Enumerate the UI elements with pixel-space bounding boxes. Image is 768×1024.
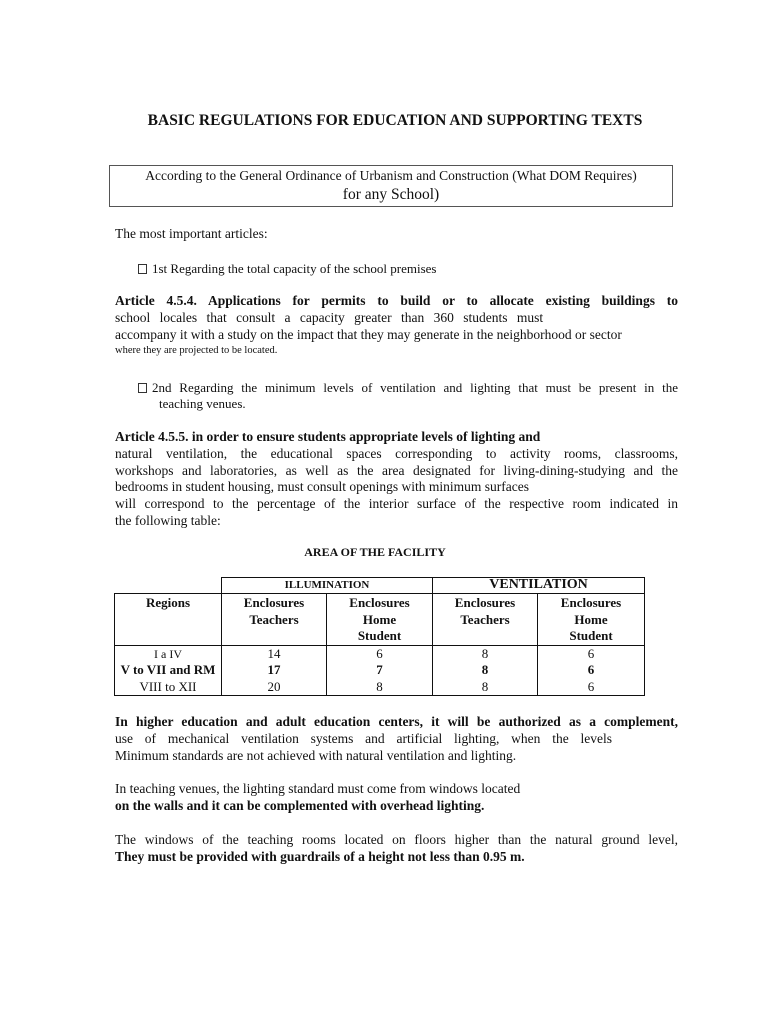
ven-teachers-column <box>433 646 538 696</box>
checkbox-bullet-icon <box>138 383 147 393</box>
table-cell: 8 <box>481 678 489 694</box>
region-column <box>115 646 222 696</box>
article-4-5-4-heading: Article 4.5.4. Applications for permits to build or to allocate existing buildings to <box>115 293 678 308</box>
ordinance-box-line1: According to the General Ordinance of Urbanism and Construction (What DOM Requires) <box>145 168 637 183</box>
bullet-item-2-line2: teaching venues. <box>159 396 246 411</box>
table-cell: 20 <box>267 678 281 694</box>
bullet-item-2 <box>138 380 678 412</box>
higher-education-line: In higher education and adult education centers, it will be authorized as a complement, <box>115 714 678 729</box>
table-cell: 14 <box>267 646 281 661</box>
header-ven-home-student: Enclosures Home Student <box>538 594 645 646</box>
lighting-line: In teaching venues, the lighting standard must come from windows located <box>115 781 521 796</box>
table-cell: VIII to XII <box>139 678 197 694</box>
article-4-5-4-line: school locales that consult a capacity greater than 360 students must <box>115 309 544 325</box>
table-cell: V to VII and RM <box>120 662 216 678</box>
ill-teachers-column <box>222 646 327 696</box>
bullet-item-1 <box>138 261 678 277</box>
checkbox-bullet-icon <box>138 264 147 274</box>
ven-home-column <box>538 646 645 696</box>
article-4-5-4-line: where they are projected to be located. <box>115 345 278 357</box>
header-illumination: ILLUMINATION <box>222 578 433 594</box>
bullet-item-1-text: 1st Regarding the total capacity of the school premises <box>152 261 437 276</box>
article-4-5-5-line: bedrooms in student housing, must consult openings with minimum surfaces <box>115 479 529 495</box>
table-cell: 6 <box>587 662 595 678</box>
table-cell: 8 <box>481 662 489 678</box>
article-4-5-5-heading: Article 4.5.5. in order to ensure students appropriate levels of lighting and <box>115 429 541 444</box>
table-cell: 17 <box>267 662 281 678</box>
article-4-5-5 <box>115 429 678 530</box>
table-corner-cell <box>115 578 222 594</box>
table-cell: 6 <box>587 646 595 661</box>
table-cell: 6 <box>587 678 595 694</box>
ill-home-column <box>327 646 433 696</box>
lighting-line: on the walls and it can be complemented with overhead lighting. <box>115 797 485 813</box>
table-cell: 8 <box>481 646 489 661</box>
table-cell: 8 <box>376 678 383 694</box>
windows-line: They must be provided with guardrails of a height not less than 0.95 m. <box>115 848 525 864</box>
higher-education-line: Minimum standards are not achieved with natural ventilation and lighting. <box>115 747 517 763</box>
table-cell: 7 <box>376 662 383 678</box>
lighting-paragraph <box>115 781 678 815</box>
table-cell: I a IV <box>154 647 182 661</box>
article-4-5-5-line: the following table: <box>115 512 221 528</box>
article-4-5-5-line: natural ventilation, the educational spaces corresponding to activity rooms, classrooms, <box>115 445 678 461</box>
article-4-5-4 <box>115 293 678 360</box>
header-regions: Regions <box>115 594 222 646</box>
document-title: BASIC REGULATIONS FOR EDUCATION AND SUPPORTING TEXTS <box>147 112 643 129</box>
higher-education-line: use of mechanical ventilation systems and artificial lighting, when the levels <box>115 730 612 746</box>
table-caption: AREA OF THE FACILITY <box>304 545 446 559</box>
bullet-item-2-line1: 2nd Regarding the minimum levels of ventilation and lighting that must be present in the <box>138 380 678 396</box>
facility-table <box>114 577 645 696</box>
windows-line: The windows of the teaching rooms located on floors higher than the natural ground level, <box>115 832 678 847</box>
article-4-5-5-line: will correspond to the percentage of the interior surface of the respective room indicated in <box>115 496 678 512</box>
header-ill-home-student: Enclosures Home Student <box>327 594 433 646</box>
article-4-5-4-line: accompany it with a study on the impact that they may generate in the neighborhood or sector <box>115 326 622 342</box>
table-data-block <box>115 646 645 696</box>
header-ven-teachers: Enclosures Teachers <box>433 594 538 646</box>
ordinance-box-line2: for any School) <box>342 186 440 203</box>
intro-text: The most important articles: <box>115 226 268 241</box>
article-4-5-5-line: workshops and laboratories, as well as the area designated for living-dining-studying and the <box>115 462 678 478</box>
table-cell: 6 <box>376 646 383 661</box>
header-ventilation: VENTILATION <box>433 578 645 594</box>
header-ill-teachers: Enclosures Teachers <box>222 594 327 646</box>
ordinance-box <box>109 165 673 207</box>
windows-paragraph <box>115 832 678 866</box>
higher-education-paragraph <box>115 714 678 764</box>
